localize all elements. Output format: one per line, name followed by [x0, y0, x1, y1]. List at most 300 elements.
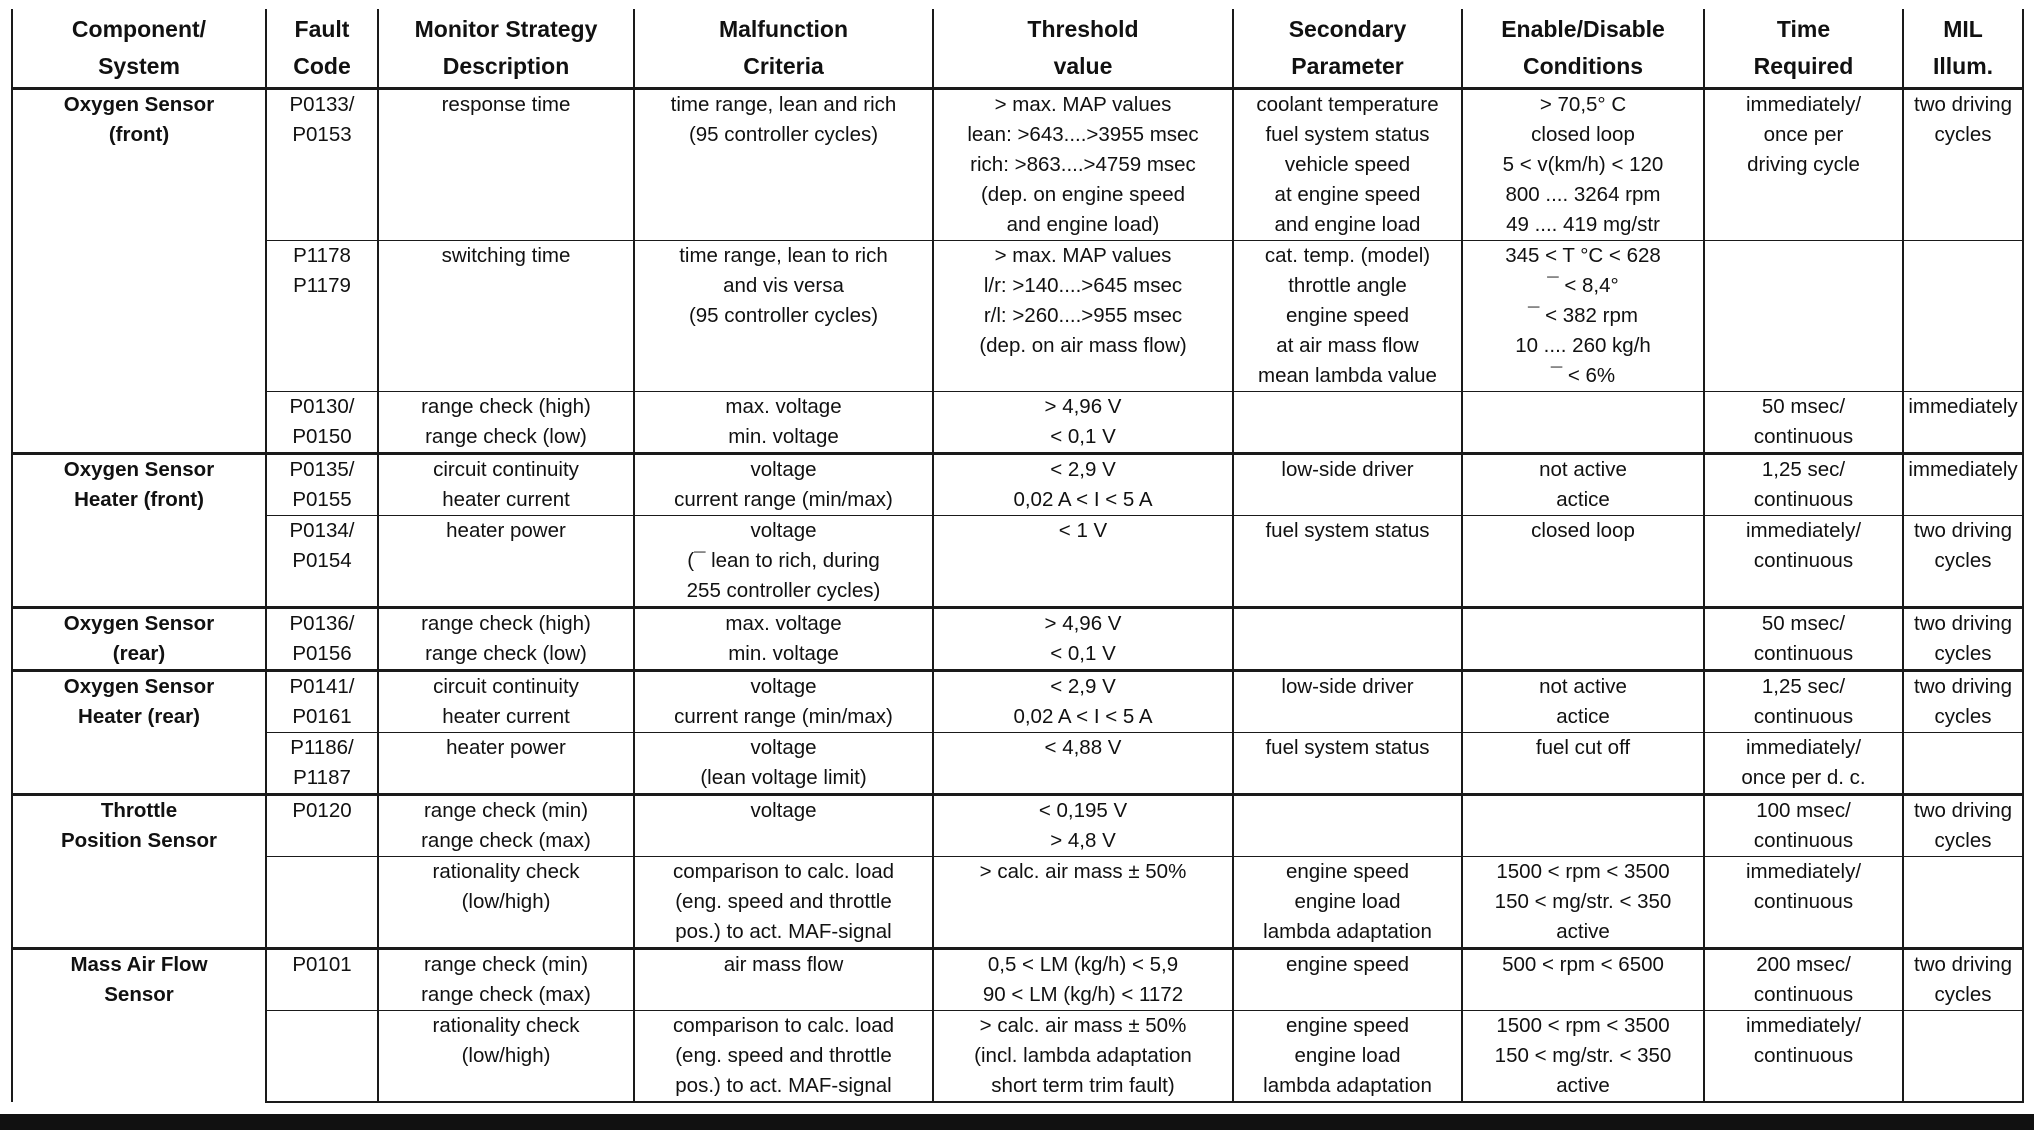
criteria-line: max. voltage: [725, 612, 842, 635]
secondary-parameter-line: and engine load: [1274, 213, 1421, 236]
monitor-strategy-table: [11, 9, 2024, 1103]
condition-line: actice: [1556, 488, 1610, 511]
component-name-line: (rear): [112, 642, 166, 665]
mil-illum-cell: [1903, 89, 2023, 241]
header-component: Component/ System: [12, 9, 266, 89]
threshold-value-cell: [933, 241, 1233, 392]
fault-code-cell: [266, 392, 378, 454]
mil-illum-cell: [1903, 733, 2023, 795]
secondary-parameter-line: at engine speed: [1274, 183, 1421, 206]
threshold-value-cell: [933, 857, 1233, 949]
criteria-line: and vis versa: [723, 274, 844, 297]
time-required-line: continuous: [1753, 1044, 1854, 1067]
condition-line: 800 .... 3264 rpm: [1505, 183, 1661, 206]
secondary-parameter-line: engine load: [1294, 890, 1401, 913]
mil-illum-cell: [1903, 454, 2023, 516]
condition-line: 1500 < rpm < 3500: [1496, 860, 1670, 883]
secondary-parameter-line: low-side driver: [1281, 675, 1414, 698]
condition-line: 150 < mg/str. < 350: [1494, 1044, 1672, 1067]
monitor-strategy-line: rationality check: [432, 1014, 580, 1037]
secondary-parameter-cell: [1233, 857, 1462, 949]
malfunction-criteria-cell: [634, 241, 933, 392]
secondary-parameter-cell: [1233, 949, 1462, 1011]
criteria-line: (95 controller cycles): [688, 123, 879, 146]
condition-line: ¯ < 6%: [1550, 364, 1616, 387]
monitor-strategy-line: range check (max): [421, 983, 591, 1006]
mil-illum-cell: [1903, 795, 2023, 857]
threshold-value-cell: [933, 671, 1233, 733]
component-cell: [12, 949, 266, 1103]
component-name-line: Oxygen Sensor: [63, 612, 215, 635]
secondary-parameter-cell: [1233, 671, 1462, 733]
condition-line: actice: [1556, 705, 1610, 728]
mil-illum-cell: [1903, 516, 2023, 608]
enable-conditions-cell: [1462, 392, 1704, 454]
monitor-strategy-cell: [378, 241, 634, 392]
fault-code-cell: [266, 1011, 378, 1103]
threshold-value-cell: [933, 516, 1233, 608]
criteria-line: (¯ lean to rich, during: [687, 549, 880, 572]
criteria-line: voltage: [750, 799, 817, 822]
time-required-cell: [1704, 733, 1903, 795]
malfunction-criteria-cell: [634, 949, 933, 1011]
enable-conditions-cell: [1462, 241, 1704, 392]
fault-code-line: P0150: [292, 425, 352, 448]
threshold-line: < 0,195 V: [1038, 799, 1128, 822]
time-required-line: 1,25 sec/: [1761, 675, 1846, 698]
threshold-line: > max. MAP values: [994, 244, 1172, 267]
threshold-value-cell: [933, 949, 1233, 1011]
fault-code-line: P1187: [293, 766, 351, 789]
monitor-strategy-cell: [378, 392, 634, 454]
threshold-line: < 1 V: [1058, 519, 1108, 542]
criteria-line: voltage: [750, 458, 817, 481]
threshold-line: < 4,88 V: [1044, 736, 1122, 759]
time-required-cell: [1704, 516, 1903, 608]
component-name-line: Mass Air Flow: [70, 953, 208, 976]
fault-code-line: P0120: [292, 799, 352, 822]
condition-line: 1500 < rpm < 3500: [1496, 1014, 1670, 1037]
table-row: [12, 608, 2023, 671]
time-required-line: 50 msec/: [1761, 612, 1846, 635]
monitor-strategy-line: range check (min): [423, 953, 589, 976]
monitor-strategy-line: range check (low): [425, 642, 587, 665]
condition-line: not active: [1539, 458, 1627, 481]
criteria-line: (lean voltage limit): [700, 766, 867, 789]
mil-illum-line: two driving: [1914, 953, 2012, 976]
time-required-cell: [1704, 949, 1903, 1011]
secondary-parameter-line: lambda adaptation: [1263, 920, 1432, 943]
time-required-line: immediately/: [1745, 1014, 1862, 1037]
fault-code-cell: [266, 608, 378, 671]
threshold-line: and engine load): [1006, 213, 1160, 236]
threshold-value-cell: [933, 795, 1233, 857]
malfunction-criteria-cell: [634, 671, 933, 733]
threshold-line: 0,5 < LM (kg/h) < 5,9: [987, 953, 1179, 976]
monitor-strategy-line: range check (min): [423, 799, 589, 822]
time-required-cell: [1704, 671, 1903, 733]
table-row: [12, 392, 2023, 454]
time-required-line: continuous: [1753, 705, 1854, 728]
criteria-line: comparison to calc. load: [672, 860, 895, 883]
monitor-strategy-cell: [378, 608, 634, 671]
fault-code-line: P1179: [293, 274, 351, 297]
threshold-line: 0,02 A < I < 5 A: [1013, 705, 1153, 728]
enable-conditions-cell: [1462, 733, 1704, 795]
threshold-line: > 4,96 V: [1044, 395, 1122, 418]
fault-code-cell: [266, 516, 378, 608]
criteria-line: time range, lean to rich: [679, 244, 888, 267]
threshold-line: > max. MAP values: [994, 93, 1172, 116]
threshold-line: l/r: >140....>645 msec: [983, 274, 1183, 297]
secondary-parameter-line: low-side driver: [1281, 458, 1414, 481]
time-required-cell: [1704, 392, 1903, 454]
component-name-line: Oxygen Sensor: [63, 675, 215, 698]
time-required-cell: [1704, 241, 1903, 392]
criteria-line: 255 controller cycles): [686, 579, 881, 602]
threshold-line: short term trim fault): [991, 1074, 1175, 1097]
secondary-parameter-cell: [1233, 516, 1462, 608]
time-required-cell: [1704, 795, 1903, 857]
threshold-line: < 2,9 V: [1050, 458, 1116, 481]
secondary-parameter-cell: [1233, 608, 1462, 671]
enable-conditions-cell: [1462, 857, 1704, 949]
fault-code-line: P0161: [292, 705, 352, 728]
secondary-parameter-line: engine speed: [1285, 304, 1410, 327]
monitor-strategy-line: circuit continuity: [433, 675, 579, 698]
enable-conditions-cell: [1462, 89, 1704, 241]
time-required-cell: [1704, 857, 1903, 949]
monitor-strategy-line: heater power: [446, 736, 566, 759]
time-required-line: 1,25 sec/: [1761, 458, 1846, 481]
fault-code-cell: [266, 454, 378, 516]
enable-conditions-cell: [1462, 1011, 1704, 1103]
enable-conditions-cell: [1462, 608, 1704, 671]
component-cell: [12, 671, 266, 795]
condition-line: ¯ < 8,4°: [1547, 274, 1619, 297]
component-name-line: Heater (front): [74, 488, 204, 511]
component-name-line: Oxygen Sensor: [63, 458, 215, 481]
secondary-parameter-line: mean lambda value: [1258, 364, 1437, 387]
criteria-line: time range, lean and rich: [670, 93, 897, 116]
time-required-line: 100 msec/: [1756, 799, 1851, 822]
monitor-strategy-line: heater current: [442, 488, 570, 511]
table-row: [12, 1011, 2023, 1103]
header-enable-conditions: Enable/Disable Conditions: [1462, 9, 1704, 89]
threshold-line: rich: >863....>4759 msec: [970, 153, 1196, 176]
time-required-line: immediately/: [1745, 519, 1862, 542]
monitor-strategy-line: range check (max): [421, 829, 591, 852]
time-required-line: continuous: [1753, 549, 1854, 572]
condition-line: active: [1556, 920, 1610, 943]
threshold-line: lean: >643....>3955 msec: [967, 123, 1199, 146]
condition-line: 10 .... 260 kg/h: [1515, 334, 1651, 357]
fault-code-line: P1186/: [290, 736, 354, 759]
fault-code-cell: [266, 241, 378, 392]
malfunction-criteria-cell: [634, 392, 933, 454]
mil-illum-line: cycles: [1934, 642, 1992, 665]
criteria-line: comparison to calc. load: [672, 1014, 895, 1037]
threshold-value-cell: [933, 89, 1233, 241]
secondary-parameter-line: vehicle speed: [1284, 153, 1411, 176]
monitor-strategy-cell: [378, 454, 634, 516]
threshold-line: 0,02 A < I < 5 A: [1013, 488, 1153, 511]
condition-line: > 70,5° C: [1539, 93, 1627, 116]
criteria-line: pos.) to act. MAF-signal: [675, 920, 892, 943]
fault-code-cell: [266, 795, 378, 857]
fault-code-cell: [266, 949, 378, 1011]
table-row: [12, 671, 2023, 733]
fault-code-cell: [266, 857, 378, 949]
bottom-rule: [0, 1114, 2034, 1130]
threshold-line: > calc. air mass ± 50%: [979, 1014, 1187, 1037]
time-required-line: continuous: [1753, 642, 1854, 665]
diagnostic-spec-sheet: [11, 9, 2024, 1103]
time-required-line: once per d. c.: [1741, 766, 1866, 789]
monitor-strategy-cell: [378, 857, 634, 949]
threshold-value-cell: [933, 733, 1233, 795]
table-row: [12, 795, 2023, 857]
condition-line: ¯ < 382 rpm: [1528, 304, 1638, 327]
mil-illum-cell: [1903, 608, 2023, 671]
monitor-strategy-cell: [378, 516, 634, 608]
fault-code-line: P0153: [292, 123, 352, 146]
criteria-line: current range (min/max): [674, 705, 893, 728]
table-row: [12, 857, 2023, 949]
fault-code-line: P1178: [293, 244, 351, 267]
secondary-parameter-line: engine speed: [1285, 860, 1410, 883]
mil-illum-line: cycles: [1934, 123, 1992, 146]
component-name-line: (front): [108, 123, 170, 146]
secondary-parameter-line: coolant temperature: [1256, 93, 1439, 116]
monitor-strategy-line: (low/high): [461, 1044, 551, 1067]
threshold-line: 90 < LM (kg/h) < 1172: [982, 983, 1184, 1006]
time-required-line: continuous: [1753, 488, 1854, 511]
criteria-line: current range (min/max): [674, 488, 893, 511]
monitor-strategy-line: response time: [441, 93, 571, 116]
component-name-line: Oxygen Sensor: [63, 93, 215, 116]
mil-illum-line: two driving: [1914, 519, 2012, 542]
mil-illum-line: two driving: [1914, 799, 2012, 822]
mil-illum-cell: [1903, 949, 2023, 1011]
secondary-parameter-cell: [1233, 795, 1462, 857]
header-malfunction-criteria: Malfunction Criteria: [634, 9, 933, 89]
monitor-strategy-line: range check (high): [421, 612, 591, 635]
time-required-line: driving cycle: [1747, 153, 1860, 176]
time-required-cell: [1704, 89, 1903, 241]
time-required-cell: [1704, 608, 1903, 671]
criteria-line: pos.) to act. MAF-signal: [675, 1074, 892, 1097]
mil-illum-cell: [1903, 392, 2023, 454]
secondary-parameter-line: fuel system status: [1265, 519, 1430, 542]
time-required-line: continuous: [1753, 829, 1854, 852]
enable-conditions-cell: [1462, 949, 1704, 1011]
mil-illum-line: cycles: [1934, 549, 1992, 572]
threshold-value-cell: [933, 392, 1233, 454]
monitor-strategy-line: switching time: [441, 244, 571, 267]
mil-illum-line: cycles: [1934, 983, 1992, 1006]
fault-code-cell: [266, 89, 378, 241]
component-name-line: Position Sensor: [60, 829, 218, 852]
secondary-parameter-line: fuel system status: [1265, 736, 1430, 759]
time-required-cell: [1704, 1011, 1903, 1103]
component-cell: [12, 795, 266, 949]
criteria-line: voltage: [750, 519, 817, 542]
fault-code-line: P0136/: [289, 612, 355, 635]
header-time-required: Time Required: [1704, 9, 1903, 89]
threshold-line: > 4,8 V: [1050, 829, 1116, 852]
monitor-strategy-line: heater current: [442, 705, 570, 728]
secondary-parameter-line: cat. temp. (model): [1264, 244, 1431, 267]
criteria-line: (95 controller cycles): [688, 304, 879, 327]
threshold-value-cell: [933, 608, 1233, 671]
header-mil-illum: MIL Illum.: [1903, 9, 2023, 89]
criteria-line: min. voltage: [728, 642, 839, 665]
threshold-line: (incl. lambda adaptation: [974, 1044, 1192, 1067]
monitor-strategy-cell: [378, 795, 634, 857]
malfunction-criteria-cell: [634, 89, 933, 241]
fault-code-cell: [266, 671, 378, 733]
time-required-cell: [1704, 454, 1903, 516]
threshold-line: < 0,1 V: [1050, 425, 1116, 448]
condition-line: fuel cut off: [1535, 736, 1631, 759]
component-cell: [12, 89, 266, 454]
time-required-line: 200 msec/: [1756, 953, 1851, 976]
fault-code-line: P0133/: [289, 93, 355, 116]
enable-conditions-cell: [1462, 795, 1704, 857]
table-row: [12, 733, 2023, 795]
threshold-line: > calc. air mass ± 50%: [979, 860, 1187, 883]
condition-line: active: [1556, 1074, 1610, 1097]
time-required-line: continuous: [1753, 890, 1854, 913]
criteria-line: max. voltage: [725, 395, 842, 418]
monitor-strategy-cell: [378, 671, 634, 733]
threshold-line: < 0,1 V: [1050, 642, 1116, 665]
time-required-line: continuous: [1753, 983, 1854, 1006]
condition-line: 49 .... 419 mg/str: [1506, 213, 1660, 236]
threshold-line: (dep. on air mass flow): [979, 334, 1187, 357]
criteria-line: voltage: [750, 736, 817, 759]
threshold-line: r/l: >260....>955 msec: [983, 304, 1183, 327]
criteria-line: air mass flow: [723, 953, 844, 976]
mil-illum-cell: [1903, 671, 2023, 733]
monitor-strategy-line: range check (high): [421, 395, 591, 418]
monitor-strategy-line: (low/high): [461, 890, 551, 913]
table-row: [12, 949, 2023, 1011]
malfunction-criteria-cell: [634, 733, 933, 795]
malfunction-criteria-cell: [634, 454, 933, 516]
time-required-line: 50 msec/: [1761, 395, 1846, 418]
monitor-strategy-line: rationality check: [432, 860, 580, 883]
malfunction-criteria-cell: [634, 608, 933, 671]
condition-line: 345 < T °C < 628: [1505, 244, 1661, 267]
secondary-parameter-cell: [1233, 454, 1462, 516]
mil-illum-line: two driving: [1914, 612, 2012, 635]
mil-illum-cell: [1903, 857, 2023, 949]
monitor-strategy-cell: [378, 949, 634, 1011]
time-required-line: immediately/: [1745, 736, 1862, 759]
time-required-line: immediately/: [1745, 93, 1862, 116]
monitor-strategy-cell: [378, 89, 634, 241]
time-required-line: once per: [1763, 123, 1844, 146]
secondary-parameter-cell: [1233, 89, 1462, 241]
mil-illum-line: two driving: [1914, 93, 2012, 116]
header-fault-code: Fault Code: [266, 9, 378, 89]
monitor-strategy-line: heater power: [446, 519, 566, 542]
secondary-parameter-cell: [1233, 392, 1462, 454]
condition-line: closed loop: [1531, 123, 1635, 146]
mil-illum-line: cycles: [1934, 705, 1992, 728]
monitor-strategy-cell: [378, 1011, 634, 1103]
threshold-line: > 4,96 V: [1044, 612, 1122, 635]
condition-line: 500 < rpm < 6500: [1502, 953, 1664, 976]
header-monitor-strategy: Monitor Strategy Description: [378, 9, 634, 89]
malfunction-criteria-cell: [634, 1011, 933, 1103]
malfunction-criteria-cell: [634, 795, 933, 857]
secondary-parameter-cell: [1233, 241, 1462, 392]
criteria-line: min. voltage: [728, 425, 839, 448]
table-row: [12, 89, 2023, 241]
fault-code-line: P0130/: [289, 395, 355, 418]
condition-line: 150 < mg/str. < 350: [1494, 890, 1672, 913]
component-cell: [12, 454, 266, 608]
enable-conditions-cell: [1462, 516, 1704, 608]
fault-code-line: P0155: [292, 488, 352, 511]
threshold-line: < 2,9 V: [1050, 675, 1116, 698]
condition-line: not active: [1539, 675, 1627, 698]
mil-illum-line: immediately: [1908, 395, 2018, 418]
secondary-parameter-line: at air mass flow: [1276, 334, 1419, 357]
monitor-strategy-cell: [378, 733, 634, 795]
criteria-line: voltage: [750, 675, 817, 698]
mil-illum-cell: [1903, 1011, 2023, 1103]
secondary-parameter-line: engine speed: [1285, 953, 1410, 976]
table-row: [12, 241, 2023, 392]
mil-illum-cell: [1903, 241, 2023, 392]
table-body: [12, 89, 2023, 1103]
component-cell: [12, 608, 266, 671]
secondary-parameter-cell: [1233, 733, 1462, 795]
component-name-line: Heater (rear): [78, 705, 200, 728]
secondary-parameter-line: engine speed: [1285, 1014, 1410, 1037]
threshold-line: (dep. on engine speed: [980, 183, 1186, 206]
monitor-strategy-line: circuit continuity: [433, 458, 579, 481]
fault-code-line: P0156: [292, 642, 352, 665]
fault-code-line: P0154: [292, 549, 352, 572]
mil-illum-line: cycles: [1934, 829, 1992, 852]
monitor-strategy-line: range check (low): [425, 425, 587, 448]
mil-illum-line: two driving: [1914, 675, 2012, 698]
fault-code-line: P0134/: [289, 519, 355, 542]
mil-illum-line: immediately: [1908, 458, 2018, 481]
fault-code-line: P0101: [292, 953, 352, 976]
fault-code-line: P0141/: [289, 675, 355, 698]
header-secondary-parameter: Secondary Parameter: [1233, 9, 1462, 89]
enable-conditions-cell: [1462, 454, 1704, 516]
threshold-value-cell: [933, 1011, 1233, 1103]
enable-conditions-cell: [1462, 671, 1704, 733]
component-name-line: Sensor: [104, 983, 174, 1006]
header-row: [12, 9, 2023, 89]
component-name-line: Throttle: [100, 799, 178, 822]
secondary-parameter-line: fuel system status: [1265, 123, 1430, 146]
criteria-line: (eng. speed and throttle: [675, 1044, 892, 1067]
malfunction-criteria-cell: [634, 516, 933, 608]
malfunction-criteria-cell: [634, 857, 933, 949]
secondary-parameter-line: throttle angle: [1288, 274, 1407, 297]
secondary-parameter-cell: [1233, 1011, 1462, 1103]
condition-line: closed loop: [1531, 519, 1635, 542]
